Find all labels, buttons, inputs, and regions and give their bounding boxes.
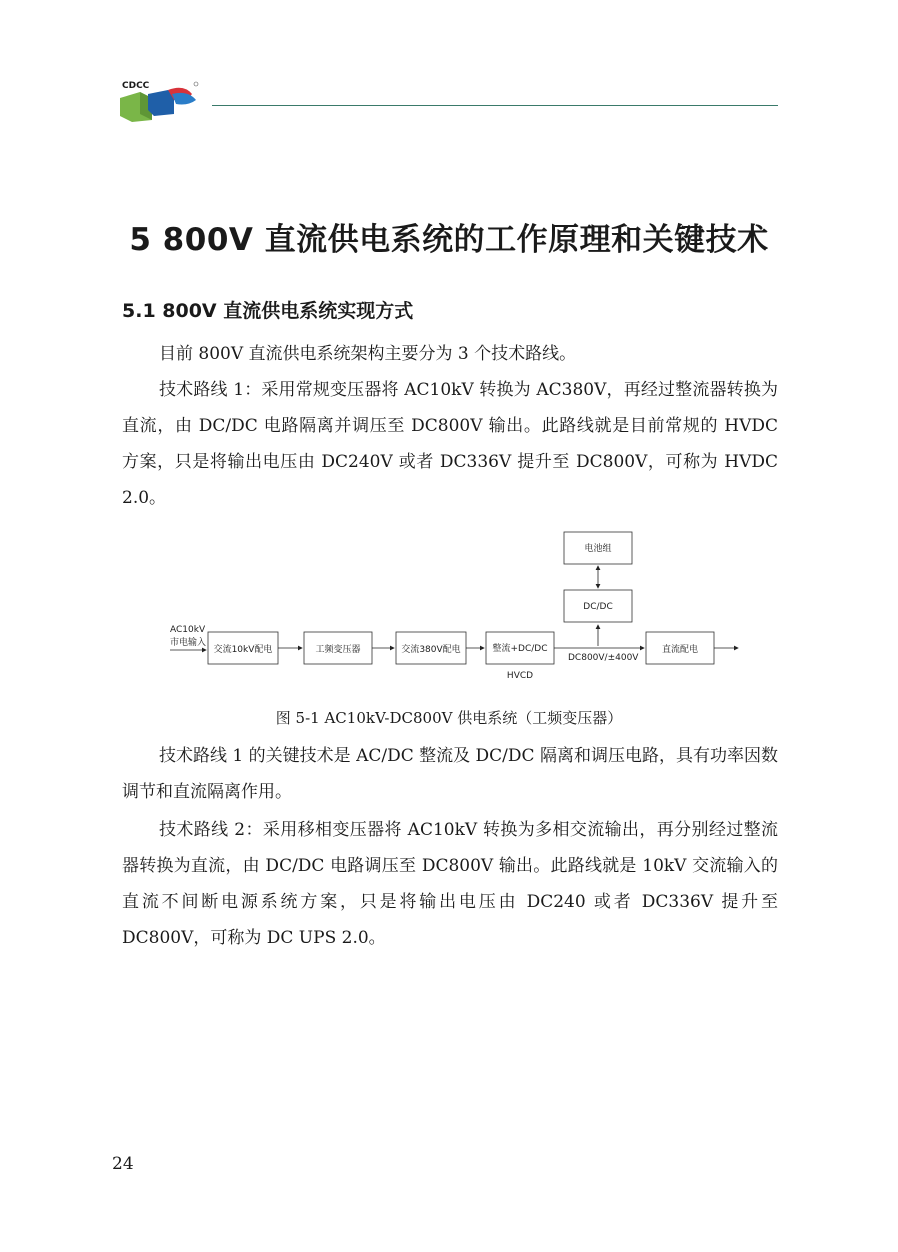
power-system-diagram bbox=[160, 528, 750, 688]
svg-text:整流+DC/DC: 整流+DC/DC bbox=[492, 644, 548, 654]
cdcc-logo bbox=[118, 74, 200, 122]
input-label-voltage: AC10kV bbox=[170, 625, 206, 635]
logo-swoosh-blue bbox=[172, 93, 196, 105]
svg-text:DC/DC: DC/DC bbox=[583, 602, 613, 612]
paragraph-route-1: 技术路线 1：采用常规变压器将 AC10kV 转换为 AC380V，再经过整流器转换为直流，由 DC/DC 电路隔离并调压至 DC800V 输出。此路线就是目前常规的 HVDC 方案，只是将输出电压由 DC240V 或者 DC336V 提升至 DC800V，可称为 HVDC 2.0。 bbox=[122, 380, 778, 508]
logo-text: CDCC bbox=[122, 81, 150, 91]
section-title: 5.1 800V 直流供电系统实现方式 bbox=[122, 300, 414, 322]
figure-caption: 图 5-1 AC10kV-DC800V 供电系统（工频变压器） bbox=[275, 709, 623, 727]
svg-text:电池组: 电池组 bbox=[584, 544, 612, 554]
dc-bus-label: DC800V/±400V bbox=[568, 653, 639, 663]
chapter-title: 5 800V 直流供电系统的工作原理和关键技术 bbox=[129, 222, 769, 258]
input-label-mains: 市电输入 bbox=[170, 638, 207, 648]
paragraph-route-1-key-tech: 技术路线 1 的关键技术是 AC/DC 整流及 DC/DC 隔离和调压电路，具有功率因数调节和直流隔离作用。 bbox=[122, 746, 778, 802]
paragraph-route-2: 技术路线 2：采用移相变压器将 AC10kV 转换为多相交流输出，再分别经过整流器转换为直流，由 DC/DC 电路调压至 DC800V 输出。此路线就是 10kV 交流输入的直流不间断电源系统方案，只是将输出电压由 DC240 或者 DC336V 提升至 DC800V，可称为 DC UPS 2.0。 bbox=[122, 820, 778, 948]
page-number: 24 bbox=[112, 1154, 134, 1174]
header-rule bbox=[212, 105, 778, 106]
svg-text:交流380V配电: 交流380V配电 bbox=[401, 645, 461, 655]
svg-text:直流配电: 直流配电 bbox=[661, 645, 699, 655]
svg-text:工频变压器: 工频变压器 bbox=[315, 645, 361, 655]
group-label: HVCD bbox=[506, 671, 534, 681]
paragraph-intro: 目前 800V 直流供电系统架构主要分为 3 个技术路线。 bbox=[159, 344, 577, 364]
svg-text:交流10kV配电: 交流10kV配电 bbox=[213, 645, 273, 655]
logo-cube-blue bbox=[148, 90, 174, 116]
